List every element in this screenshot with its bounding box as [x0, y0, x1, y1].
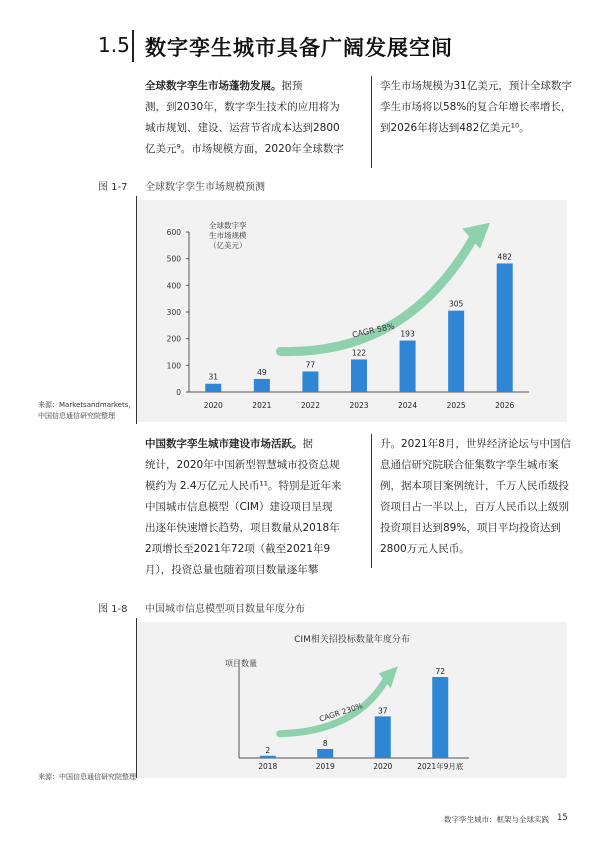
cagr-annotation: CAGR 230%: [318, 701, 364, 724]
x-tick-label: 2019: [315, 762, 335, 771]
x-tick-label: 2020: [373, 762, 393, 771]
para2-right-column: [380, 434, 590, 560]
figure1-source: 来源：Marketsandmarkets， 中国信息通信研究院整理: [38, 401, 136, 420]
para1-line: 测，到2030年，数字孪生技术的应用将为: [145, 101, 340, 113]
data-label: 2: [265, 745, 271, 755]
para2-lead: 中国数字孪生城市建设市场活跃。: [145, 438, 303, 450]
data-label: 305: [448, 299, 464, 309]
para2-line: 例，据本项目案例统计，千万人民币级投: [380, 480, 569, 492]
bar: [317, 749, 333, 758]
data-label: 193: [400, 329, 415, 339]
x-tick-label: 2018: [258, 762, 278, 771]
para2-line: 息通信研究院联合征集数字孪生城市案: [380, 459, 559, 471]
para2-line: 投资项目达到89%，项目平均投资达到: [380, 522, 561, 534]
growth-arrow: [280, 237, 474, 352]
y-axis-label: （亿美元）: [209, 241, 247, 250]
page-number: 15: [557, 813, 568, 823]
para1-left-column: [145, 76, 363, 160]
column-rule: [371, 434, 372, 568]
data-label: 72: [435, 667, 446, 676]
y-tick-label: 200: [166, 334, 181, 344]
bar: [497, 263, 513, 392]
y-tick-label: 400: [166, 281, 181, 291]
data-label: 482: [497, 252, 512, 262]
y-tick-label: 600: [166, 228, 181, 237]
data-label: 77: [305, 360, 316, 370]
data-label: 122: [351, 348, 367, 358]
bar: [302, 371, 318, 392]
bar: [400, 341, 416, 392]
chart-title: CIM相关招投标数量年度分布: [294, 635, 410, 645]
y-tick-label: 500: [166, 254, 181, 264]
x-tick-label: 2026: [495, 401, 515, 410]
bar: [260, 756, 276, 758]
y-axis-label: 生市场规模: [209, 231, 247, 240]
para1-right-column: [380, 76, 590, 139]
bar: [205, 384, 221, 392]
para2-line: 2800万元人民币。: [380, 543, 470, 555]
market-size-chart: [137, 200, 567, 422]
figure2-source: 来源：中国信息通信研究院整理: [38, 773, 136, 781]
para2-line: 2项增长至2021年72项（截至2021年9: [145, 543, 331, 555]
bar: [254, 379, 270, 392]
x-tick-label: 2025: [446, 401, 466, 410]
x-tick-label: 2024: [398, 401, 418, 410]
para2-line: 统计，2020年中国新型智慧城市投资总规: [145, 459, 340, 471]
x-tick-label: 2023: [349, 401, 369, 410]
footer-title: 数字孪生城市：框架与全球实践: [444, 815, 549, 824]
para1-line: 孪生市场规模为31亿美元，预计全球数字: [380, 80, 572, 92]
figure2-panel: [137, 622, 567, 778]
cagr-annotation: CAGR 58%: [351, 321, 396, 340]
para1-line: 城市规划、建设、运营节省成本达到2800: [145, 122, 340, 134]
para2-line: 资项目占一半以上，百万人民币以上级别: [380, 501, 569, 513]
data-label: 31: [208, 372, 219, 382]
section-number: 1.5: [98, 33, 130, 57]
figure1-caption: 全球数字孪生市场规模预测: [145, 182, 265, 193]
figure2-label: 图 1-8: [98, 604, 128, 615]
data-label: 8: [322, 739, 328, 748]
column-rule: [371, 76, 372, 168]
growth-arrow: [280, 678, 387, 733]
para2-line: 中国数字孪生城市建设市场活跃。据: [145, 438, 313, 450]
para1-line: 全球数字孪生市场蓬勃发展。据预: [145, 80, 303, 92]
y-tick-label: 0: [176, 388, 181, 397]
x-tick-label: 2021年9月底: [417, 762, 464, 771]
para2-line: 月），投资总量也随着项目数量逐年攀: [145, 564, 319, 576]
figure2-caption: 中国城市信息模型项目数量年度分布: [145, 604, 305, 615]
figure1-label: 图 1-7: [98, 182, 128, 193]
data-label: 49: [257, 367, 267, 377]
bar: [375, 716, 391, 758]
para2-line: 模约为 2.4万亿元人民币¹¹。特别是近年来: [145, 480, 342, 492]
y-tick-label: 300: [166, 308, 181, 317]
y-axis-label: 全球数字孪: [209, 221, 247, 230]
bar: [432, 677, 448, 758]
x-tick-label: 2020: [203, 401, 223, 410]
para1-lead: 全球数字孪生市场蓬勃发展。: [145, 80, 282, 92]
y-tick-label: 100: [166, 361, 181, 371]
data-label: 37: [377, 706, 388, 716]
para1-line: 到2026年将达到482亿美元¹⁰。: [380, 122, 530, 134]
section-title: 数字孪生城市具备广阔发展空间: [145, 36, 453, 60]
bar: [448, 311, 464, 392]
para2-line: 中国城市信息模型（CIM）建设项目呈现: [145, 501, 333, 513]
para2-line: 升。2021年8月，世界经济论坛与中国信: [380, 438, 571, 450]
para1-line: 孪生市场将以58%的复合年增长率增长，: [380, 101, 572, 113]
bar: [351, 359, 367, 392]
para1-line: 亿美元⁹。市场规模方面，2020年全球数字: [145, 143, 344, 155]
y-axis-label: 项目数量: [225, 659, 257, 668]
para2-line: 出逐年快速增长趋势，项目数量从2018年: [145, 522, 340, 534]
para2-left-column: [145, 434, 363, 581]
cim-projects-chart: [137, 622, 567, 778]
section-divider: [132, 30, 134, 62]
x-tick-label: 2022: [300, 401, 320, 410]
x-tick-label: 2021: [252, 401, 272, 410]
figure1-panel: [137, 200, 567, 422]
